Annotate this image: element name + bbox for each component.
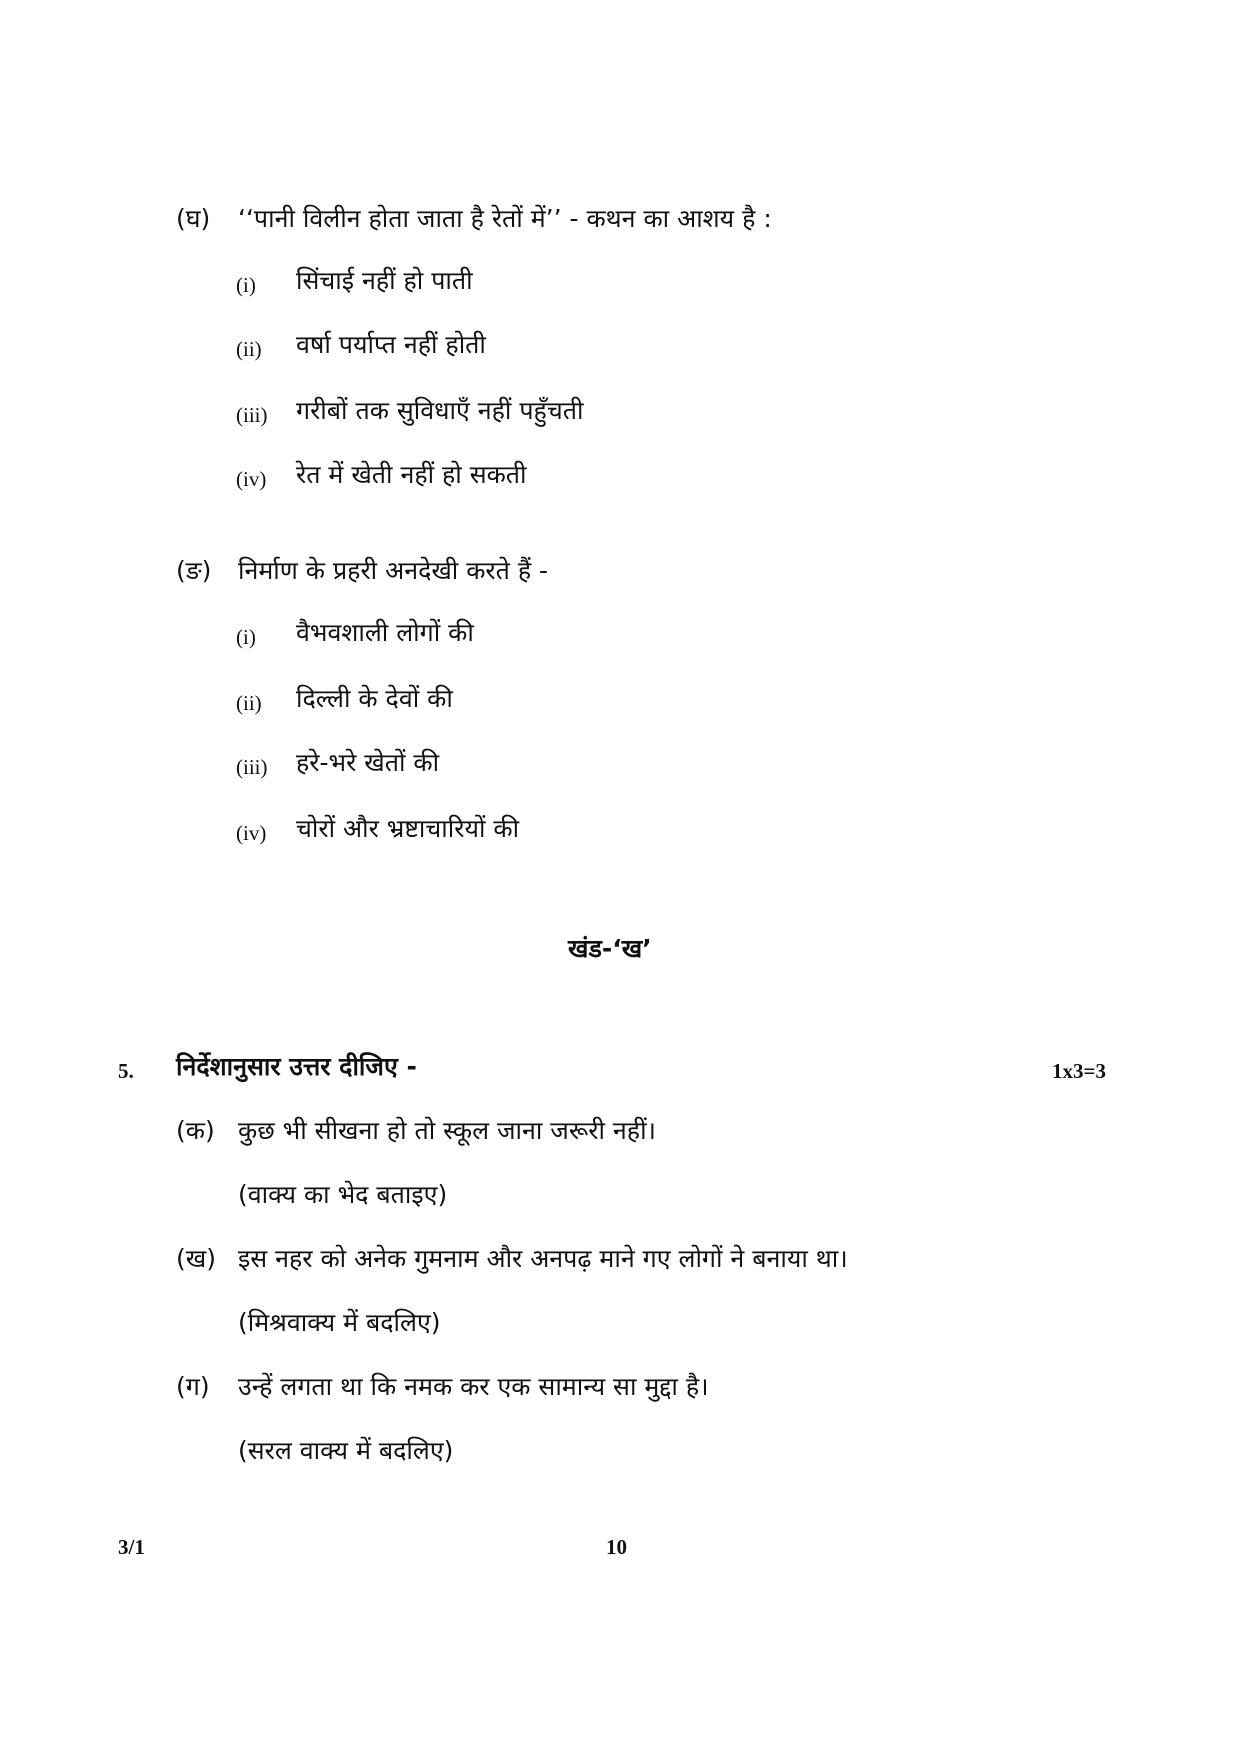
question-text: ‘‘पानी विलीन होता जाता है रेतों में’’ - कथन का आशय है : (238, 204, 772, 233)
part-sentence: कुछ भी सीखना हो तो स्कूल जाना जरूरी नहीं। (238, 1116, 657, 1145)
part-label: (ख) (176, 1244, 216, 1273)
section-heading: खंड-‘ख’ (568, 934, 652, 963)
option-text: गरीबों तक सुविधाएँ नहीं पहुँचती (296, 396, 584, 425)
part-task: (मिश्रवाक्य में बदलिए) (238, 1308, 441, 1337)
option-number: (iv) (236, 821, 267, 845)
option-number: (i) (236, 273, 256, 297)
paper-code: 3/1 (118, 1535, 145, 1559)
option-text: रेत में खेती नहीं हो सकती (296, 460, 527, 489)
part-label: (ग) (176, 1372, 210, 1401)
option-number: (ii) (236, 337, 262, 361)
option-text: हरे-भरे खेतों की (296, 748, 440, 777)
part-sentence: इस नहर को अनेक गुमनाम और अनपढ़ माने गए लोगों ने बनाया था। (238, 1244, 848, 1273)
marks: 1x3=3 (1052, 1059, 1106, 1083)
option-number: (ii) (236, 691, 262, 715)
option-number: (iv) (236, 467, 267, 491)
option-text: वर्षा पर्याप्त नहीं होती (296, 330, 486, 359)
question-label: (घ) (176, 204, 211, 233)
part-task: (वाक्य का भेद बताइए) (238, 1180, 448, 1209)
option-text: दिल्ली के देवों की (296, 684, 453, 713)
option-text: वैभवशाली लोगों की (296, 618, 474, 647)
option-text: चोरों और भ्रष्टाचारियों की (296, 814, 520, 843)
option-number: (iii) (236, 403, 268, 427)
part-sentence: उन्हें लगता था कि नमक कर एक सामान्य सा मुद्दा है। (238, 1372, 709, 1401)
part-task: (सरल वाक्य में बदलिए) (238, 1436, 454, 1465)
question-number: 5. (118, 1059, 134, 1083)
part-label: (क) (176, 1116, 215, 1145)
question-instruction: निर्देशानुसार उत्तर दीजिए - (176, 1052, 417, 1081)
page-number: 10 (606, 1535, 627, 1559)
question-text: निर्माण के प्रहरी अनदेखी करते हैं - (238, 556, 549, 585)
option-text: सिंचाई नहीं हो पाती (296, 266, 473, 295)
option-number: (iii) (236, 755, 268, 779)
question-label: (ङ) (176, 556, 212, 585)
option-number: (i) (236, 625, 256, 649)
